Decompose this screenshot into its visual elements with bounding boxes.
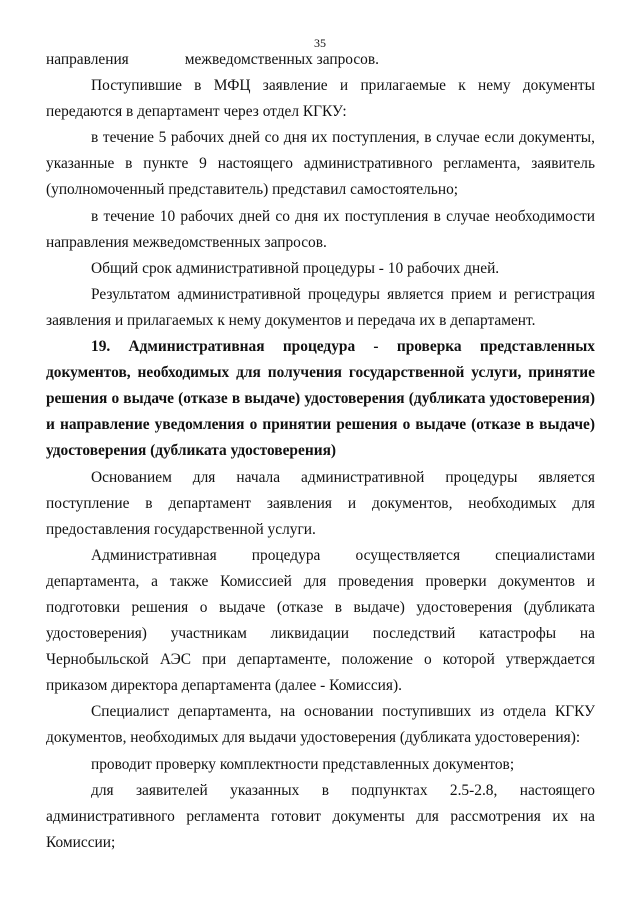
page-number: 35 — [314, 36, 326, 50]
paragraph-continuation: административного регламента готовит документы для рассмотрения их на Комиссии; — [46, 807, 595, 851]
spread-word: настоящего — [519, 781, 595, 799]
spread-word: 2.5-2.8, — [449, 781, 498, 799]
paragraph: в течение 10 рабочих дней со дня их поступления в случае необходимости направления межведомственных запросов. — [46, 207, 595, 251]
paragraph: Административная процедура осуществляется специалистами департамента, а также Комиссией для проведения проверки документов и подготовки решения о выдаче (отказе в выдаче) удостоверения (дубликата удостоверения) участникам ликвидации последствий катастрофы на Чернобыльской АЭС при департаменте, положение о которой утверждается приказом директора департамента (далее - Комиссия). — [46, 546, 595, 695]
paragraph: Специалист департамента, на основании поступивших из отдела КГКУ документов, необходимых для выдачи удостоверения (дубликата удостоверения): — [46, 703, 595, 747]
paragraph: в течение 5 рабочих дней со дня их поступления, в случае если документы, указанные в пункте 9 настоящего административного регламента, заявитель (уполномоченный представитель) представил самостоятельно; — [46, 129, 595, 199]
section-heading: 19. Административная процедура - проверка представленных документов, необходимых для получения государственной услуги, принятие решения о выдаче (отказе в выдаче) удостоверения (дубликата удостоверения) и направление уведомления о принятии решения о выдаче (отказе в выдаче) удостоверения (дубликата удостоверения) — [46, 338, 595, 460]
document-body — [46, 47, 595, 856]
spread-word: для — [91, 781, 114, 799]
spread-word: заявителей — [135, 781, 208, 799]
continued-line-word: направления — [46, 51, 129, 68]
spread-word: указанных — [230, 781, 300, 799]
paragraph: Результатом административной процедуры является прием и регистрация заявления и прилагаемых к нему документов и передача их в департамент. — [46, 285, 595, 329]
spread-line — [46, 778, 595, 804]
paragraph: проводит проверку комплектности представленных документов; — [91, 755, 515, 773]
continued-line-word: межведомственных запросов. — [184, 51, 379, 68]
paragraph: Поступившие в МФЦ заявление и прилагаемые к нему документы передаются в департамент через отдел КГКУ: — [46, 77, 595, 121]
continued-line — [46, 47, 379, 73]
spread-word: подпунктах — [351, 781, 428, 799]
spread-word: в — [321, 781, 329, 799]
paragraph: Основанием для начала административной процедуры является поступление в департамент заявления и документов, необходимых для предоставления государственной услуги. — [46, 468, 595, 538]
paragraph: Общий срок административной процедуры - 10 рабочих дней. — [91, 259, 500, 277]
